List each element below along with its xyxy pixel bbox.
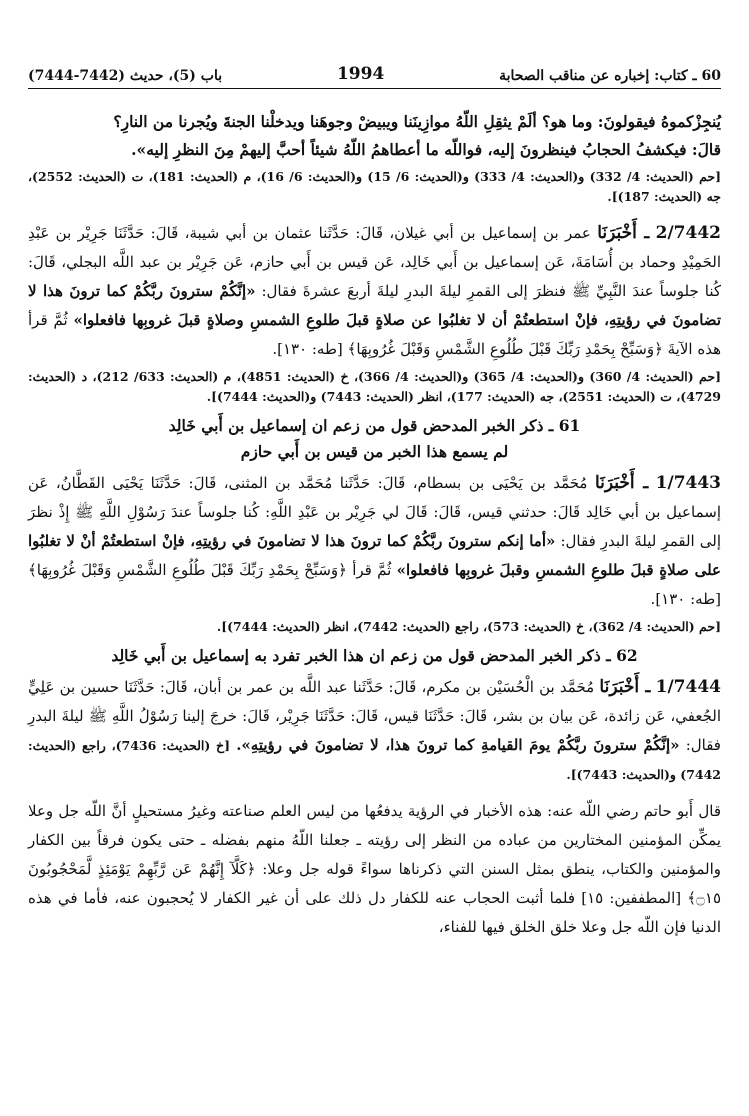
hadith-7443-number: 1/7443 <box>655 473 722 493</box>
hadith-7444-body <box>28 673 721 789</box>
commentary-paragraph: قال أَبو حاتم رضي اللّه عنه: هذه الأخبار في الرؤية يدفعُها من ليس العلم صناعته وغيرُ مستحيلٍ أنَّ اللّه جل وعلا يمكِّن المؤمنين المختارين من عباده من النظر إلى رؤيته ـ جعلنا اللّهُ منهم بفضله ـ حتى يكون فرقاً بين الكفار والمؤمنين والكتاب، ينطق بمثل السنن التي ذكرناها سواءً قوله جل وعلا: ﴿كَلَّآ إِنَّهُمْ عَن رَّبِّهِمْ يَوْمَئِذٍ لَّمَحْجُوبُونَ ۝١٥﴾ [المطففين: ١٥] فلما أثبت الحجاب عنه للكفار دل ذلك على أن غير الكفار لا يُحجبون عنه، فأما في هذه الدنيا فإن اللّه جل وعلا خلق الخلق فيها للفناء، <box>28 802 721 936</box>
chapter-61-heading <box>28 413 721 465</box>
opening-text-1: يُنجِزْكموهُ فيقولونَ: وما هو؟ ألَمْ يثقِلِ اللّهُ موازِينَنا ويبيضْ وجوهَنا ويدخلْنا الجنةَ ويُجرنا من النارِ؟ <box>113 112 721 131</box>
page-content <box>28 108 721 942</box>
chapter-62-line-1: 62 ـ ذكر الخبر المدحض قول من زعم ان هذا الخبر تفرد به إسماعيل بن أَبي خَالِد <box>111 646 638 665</box>
chapter-61-line-2: لم يسمع هذا الخبر من قيس بن أَبي حازم <box>240 442 509 461</box>
page-number: 1994 <box>336 64 385 84</box>
opening-block <box>28 108 721 207</box>
header-hadith-range: باب (5)، حديث (7442-7444) <box>28 68 223 84</box>
hadith-7444-number: 1/7444 <box>655 677 721 697</box>
hadith-7443-source: [حم (الحديث: 4/ 362)، خ (الحديث: 573)، راجع (الحديث: 7442)، انظر (الحديث: 7444)]. <box>216 619 721 634</box>
header-chapter-title: 60 ـ كتاب: إخباره عن مناقب الصحابة <box>499 68 721 84</box>
opening-text-2: قالَ: فيكشفُ الحجابُ فينظرونَ إليه، فواللّه ما أعطاهمُ اللّهُ شيئاً أحبَّ إليهمْ مِنَ النظرِ إليه». <box>131 140 721 159</box>
hadith-7443-lead: ـ أَخْبَرَنَا <box>594 473 649 493</box>
hadith-7442-tail: ثُمَّ قرأ هذه الآيةَ ﴿وَسَبِّحْ بِحَمْدِ رَبِّكَ قَبْلَ طُلُوعِ الشَّمْسِ وَقَبْلَ غُرُوبِهَا﴾ [طه: ١٣٠]. <box>28 311 721 358</box>
hadith-7442 <box>28 219 721 407</box>
hadith-7442-lead: ـ أَخْبَرَنَا <box>597 223 650 243</box>
hadith-7443-body <box>28 469 721 614</box>
chapter-62-heading <box>28 643 721 669</box>
hadith-7442-source: [حم (الحديث: 4/ 360) و(الحديث: 4/ 365) و(الحديث: 4/ 366)، خ (الحديث: 4851)، م (الحديث: 633/ 212)، د (الحديث: 4729)، ت (الحديث: 2551)، جه (الحديث: 177)، انظر (الحديث: 7443) و(الحديث: 7444)]. <box>28 369 722 404</box>
hadith-7444-text: مُحَمَّد بن الْحُسَيْن بن مكرم، قَالَ: حَدَّثَنا عبد اللَّه بن عمر بن أبان، قَالَ: حَدَّثَنَا حسين بن عَلِيٍّ الجُعفي، عَن زائدة، عَن بيان بن بشر، قَالَ: حَدَّثَنَا قيس، قَالَ: حَدَّثَنَا جَرِيْر، قَالَ: خرجَ إلينا رَسُوْلُ اللَّهِ ﷺ ليلةَ البدرِ فقال: <box>28 678 721 754</box>
hadith-7443-text: مُحَمَّد بن يَحْيَى بن بسطام، قَالَ: حَدَّثَنا مُحَمَّد بن المثنى، قَالَ: حَدَّثَنَا يَحْيَى القَطَّانُ، عَن إسماعيل بن أبي خَالِد قَالَ: حدثني قيس، قَالَ: قَالَ لي جَرِيْر بن عَبْدِ اللَّهِ: كُنا جلوساً عندَ رَسُوْلِ اللَّهِ ﷺ إِذْ نظرَ إلى القمرِ ليلةَ البدرِ فقال: <box>28 474 721 550</box>
hadith-7444-source: [خ (الحديث: 7436)، راجع (الحديث: 7442) و(الحديث: 7443)]. <box>28 738 721 782</box>
hadith-7444-quote: «إنَّكُمْ سترونَ ربَّكُمْ يومَ القيامةِ كما ترونَ هذا، لا تضامونَ في رؤيتِهِ». <box>236 736 680 754</box>
hadith-7443 <box>28 469 721 637</box>
hadith-7442-body <box>28 219 721 364</box>
opening-source: [حم (الحديث: 4/ 332) و(الحديث: 4/ 333) و(الحديث: 6/ 15) و(الحديث: 6/ 16)، م (الحديث: 181)، ت (الحديث: 2552)، جه (الحديث: 187)]. <box>28 169 722 204</box>
hadith-7444-lead: ـ أَخْبَرَنَا <box>599 677 651 697</box>
hadith-7442-text: عمر بن إسماعيل بن أبي غيلان، قَالَ: حَدَّثَنا عثمان بن أبي شيبة، قَالَ: حَدَّثَنَا جَرِيْر بن عَبْدِ الحَمِيْدِ وحماد بن أُسَامَةَ، عَن إسماعيل بن أَبي خَالِد، عَن قيس بن أَبي حازم، عَن جَرِيْر بن عبد اللَّه البجلي، قَالَ: كُنا جلوساً عندَ النَّبِيِّ ﷺ فنظرَ إلى القمرِ ليلةَ البدرِ ليلةَ أربعَ عشرةَ فقال: <box>28 224 721 300</box>
hadith-7442-number: 2/7442 <box>655 223 721 243</box>
running-header <box>28 58 721 89</box>
hadith-7444 <box>28 673 721 789</box>
hadith-7442-quote: «إنَّكُمْ سترونَ ربَّكُمْ كما ترونَ هذا لا تضامونَ في رؤيتِهِ، فإنْ استطعتُمْ أن لا تغلبُوا عن صلاةٍ قبلَ طلوعِ الشمسِ وصلاةٍ قبلَ غروبِها فافعلوا» <box>28 282 721 329</box>
chapter-61-line-1: 61 ـ ذكر الخبر المدحض قول من زعم ان إسماعيل بن أَبي خَالِد <box>168 416 581 435</box>
hadith-7443-tail: ثُمَّ قرأ ﴿وَسَبِّحْ بِحَمْدِ رَبِّكَ قَبْلَ طُلُوعِ الشَّمْسِ وَقَبْلَ غُرُوبِهَا﴾ [طه: ١٣٠]. <box>28 561 721 608</box>
hadith-7443-quote: «أما إنكم سترونَ ربَّكُمْ كما ترونَ هذا لا تضامونَ في رؤيتِهِ، فإنْ استطعتُمْ أنْ لا تغلبُوا على صلاةٍ قبلَ طلوعِ الشمسِ وقبلَ غروبِها فافعلوا» <box>28 532 721 579</box>
